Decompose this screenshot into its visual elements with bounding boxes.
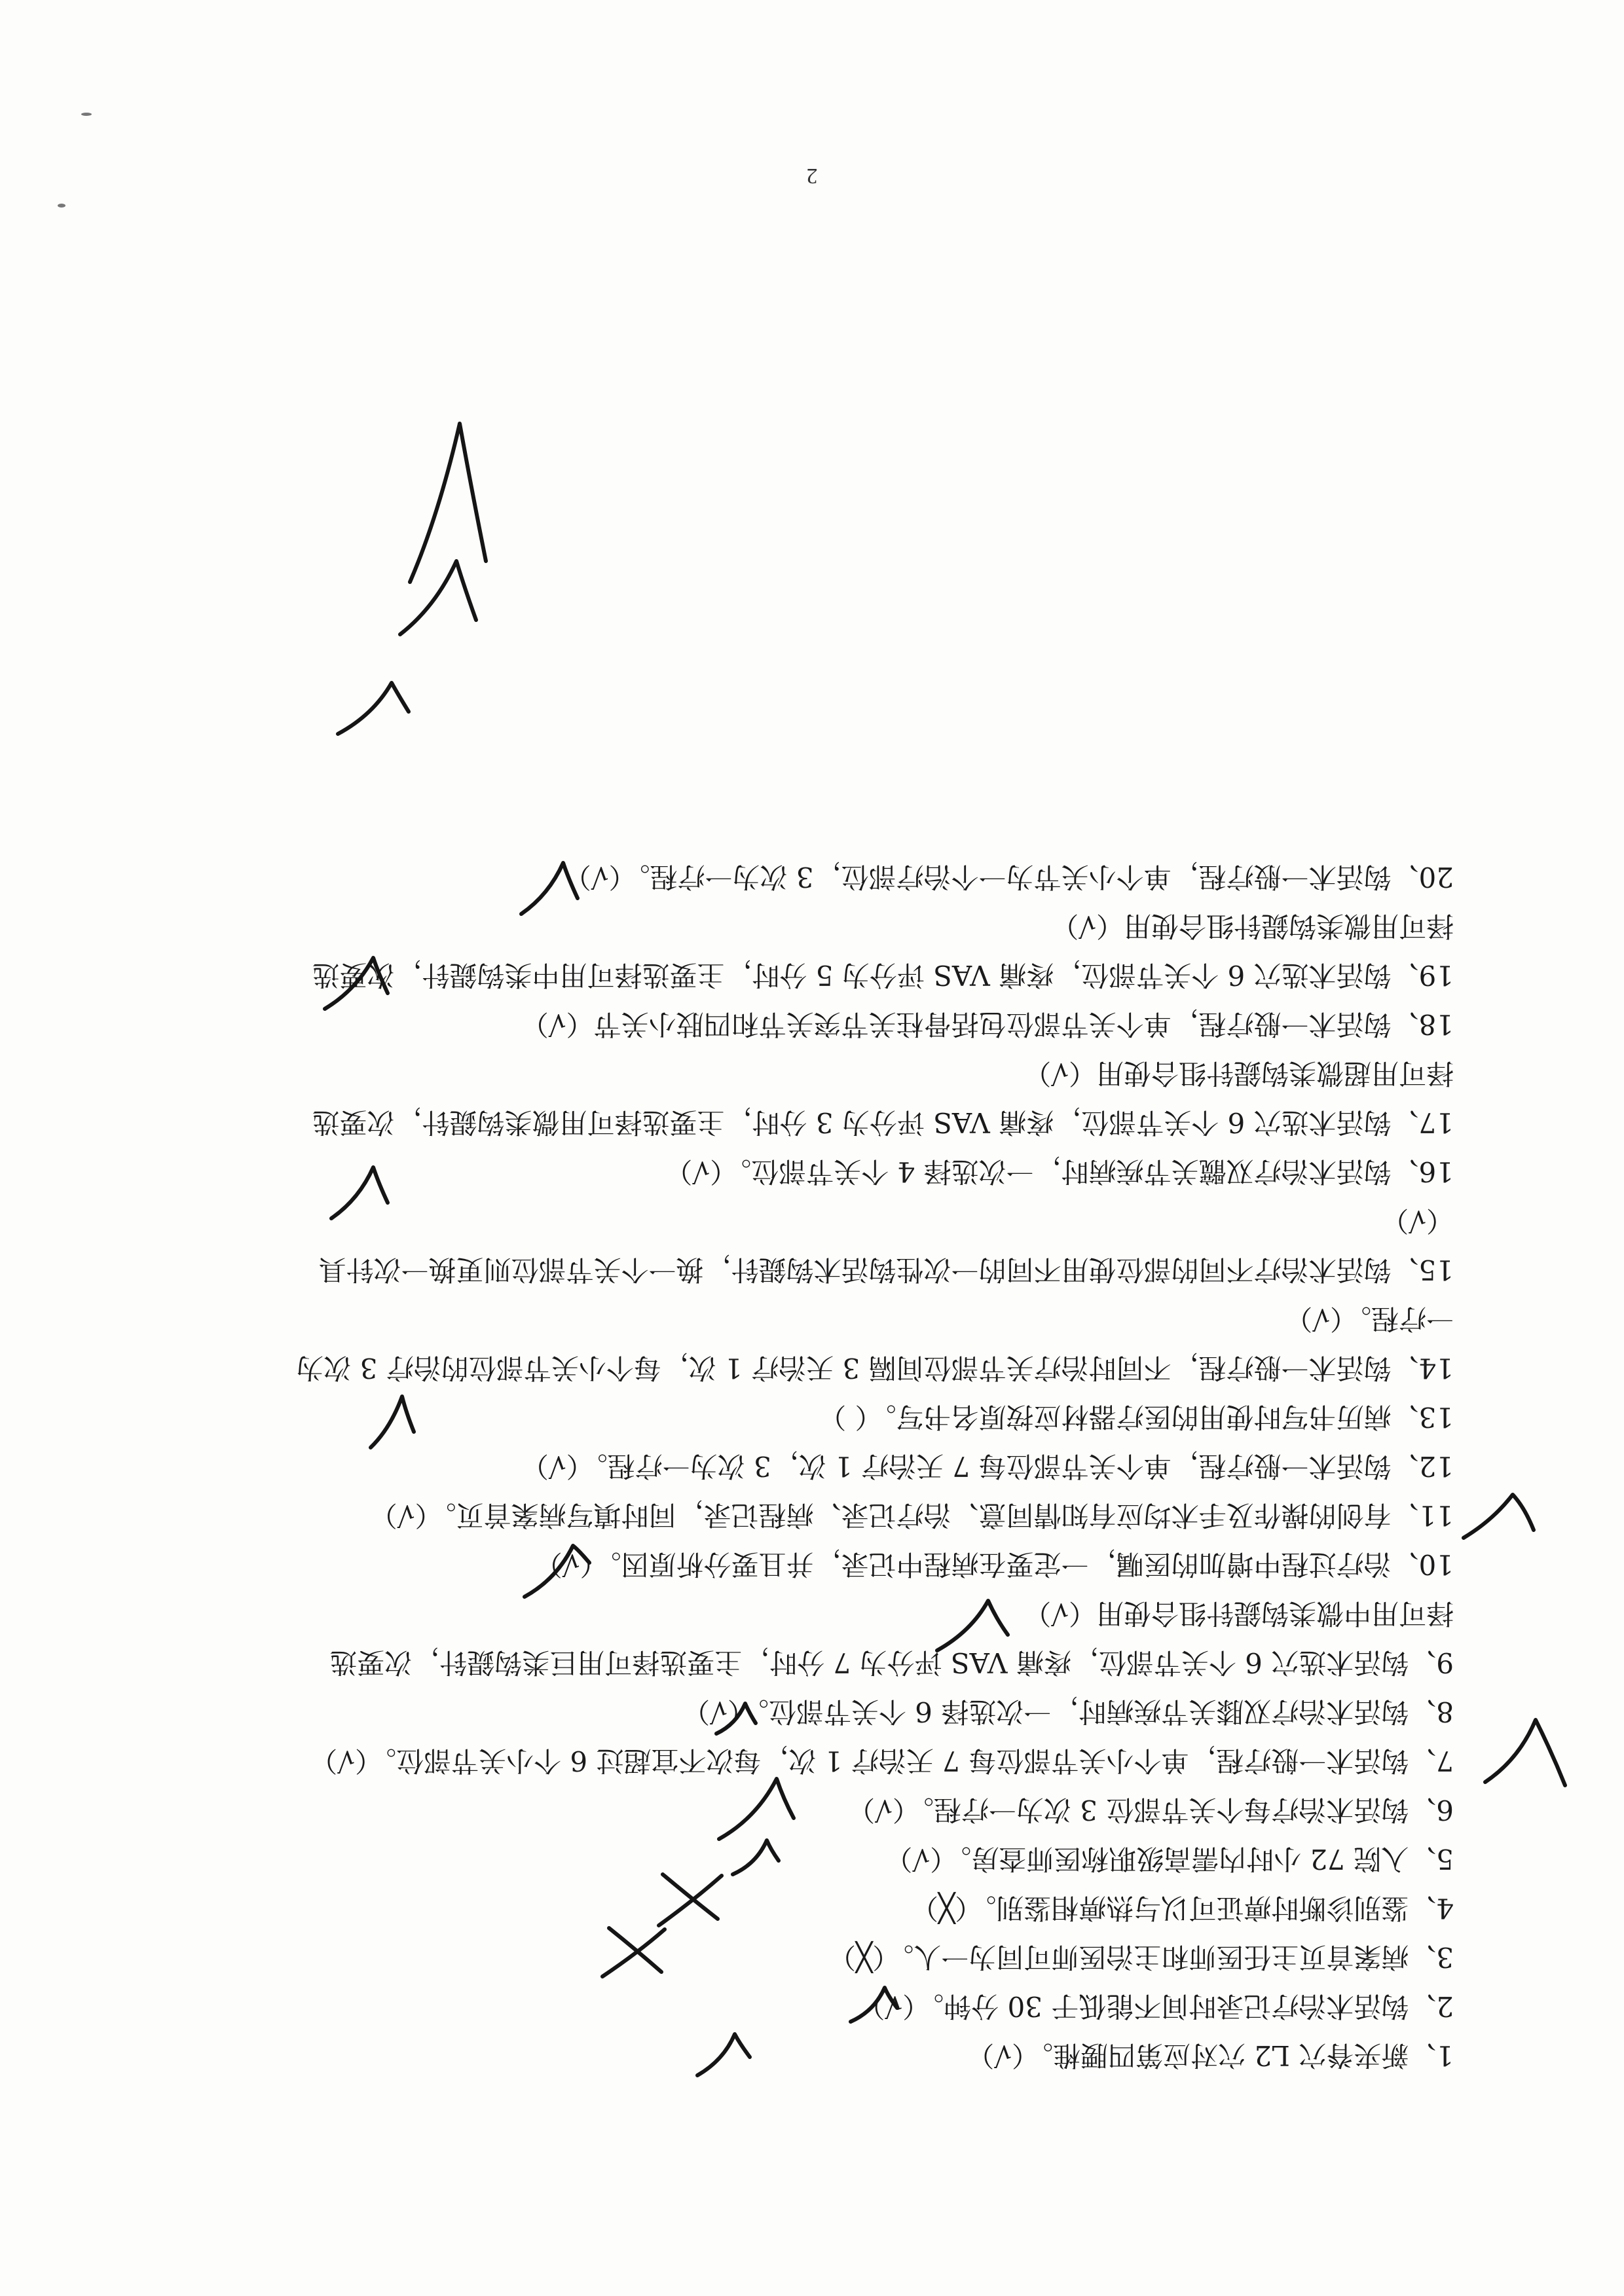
question-number: 14、 — [1391, 1352, 1454, 1384]
question-text: 新夹脊穴 L2 穴对应第四腰椎。（√） — [967, 2039, 1409, 2071]
question-text: 钩活术治疗每个关节部位 3 次为一疗程。（√） — [847, 1794, 1409, 1826]
question-number: 8、 — [1409, 1696, 1454, 1728]
question-text: 钩活术选穴 6 个关节部位，疼痛 VAS 评分为 5 分时，主要选择可用中类钩鍉针，次要选 — [312, 959, 1392, 991]
question-text: 钩活术一般疗程，单个小关节部位每 7 天治疗 1 次，每次不宜超过 6 个小关节部位。（√） — [310, 1745, 1409, 1777]
question-number: 11、 — [1391, 1499, 1454, 1531]
handwritten-check-icon — [1480, 1713, 1572, 1792]
question-item — [144, 1982, 1454, 2031]
question-item — [144, 2031, 1454, 2080]
question-number: 1、 — [1409, 2039, 1454, 2071]
question-item — [144, 1933, 1454, 1982]
question-item — [144, 1196, 1454, 1294]
question-text: 鉴别诊断时痹证可以与热痹相鉴别。（╳） — [910, 1892, 1409, 1924]
question-item — [144, 1785, 1454, 1834]
question-text: 钩活术选穴 6 个关节部位，疼痛 VAS 评分为 7 分时，主要选择可用巨类钩鍉针，次要选 — [329, 1647, 1409, 1679]
question-item — [144, 1540, 1454, 1589]
question-item — [144, 1442, 1454, 1491]
question-text: 入院 72 小时内需高级职称医师查房。（√） — [885, 1843, 1409, 1875]
handwritten-check-icon — [1460, 1491, 1539, 1543]
question-item — [144, 1294, 1454, 1393]
question-text-continued: 择可用微类钩鍉针组合使用（√） — [1051, 910, 1454, 942]
question-text: 病历书写时使用的医疗器材应按原名书写。（ ） — [819, 1401, 1392, 1433]
question-text: 钩活术一般疗程，单个小关节为一个治疗部位，3 次为一疗程。（√） — [563, 861, 1392, 893]
question-number: 16、 — [1391, 1156, 1454, 1188]
question-number: 13、 — [1391, 1401, 1454, 1433]
question-number: 18、 — [1391, 1008, 1454, 1040]
question-item — [144, 902, 1454, 1000]
question-number: 5、 — [1409, 1843, 1454, 1875]
question-text: 钩活术一般疗程，单个关节部位每 7 天治疗 1 次，3 次为一疗程。（√） — [521, 1450, 1392, 1482]
handwritten-check-icon — [406, 417, 491, 587]
question-text-continued: 一疗程。（√） — [1285, 1303, 1454, 1335]
question-text: 治疗过程中增加的医嘱，一定要在病程中记录，并且要分析原因。（√） — [534, 1548, 1392, 1580]
question-item — [144, 1000, 1454, 1049]
scan-speck — [81, 113, 92, 116]
question-text-continued: 择可用中微类钩鍉针组合使用（√） — [1024, 1597, 1454, 1630]
question-item — [144, 1687, 1454, 1736]
question-text: 钩活术一般疗程，单个关节部位包括骨柱关节突关节和四肢小关节（√） — [521, 1008, 1392, 1040]
question-item — [144, 1736, 1454, 1785]
question-number: 19、 — [1391, 959, 1454, 991]
question-number: 12、 — [1391, 1450, 1454, 1482]
question-number: 4、 — [1409, 1892, 1454, 1924]
question-text: 钩活术治疗记录时间不能低于 30 分钟。（√） — [857, 1990, 1409, 2022]
question-number: 15、 — [1391, 1254, 1454, 1286]
handwritten-check-icon — [396, 555, 481, 640]
question-item — [144, 1834, 1454, 1884]
question-number: 7、 — [1409, 1745, 1454, 1777]
true-false-question-list — [144, 852, 1454, 2080]
handwritten-check-icon — [334, 679, 413, 738]
question-number: 3、 — [1409, 1941, 1454, 1973]
question-text: 钩活术治疗双髋关节疾病时，一次选择 4 个关节部位。（√） — [665, 1156, 1392, 1188]
question-text: 钩活术治疗双膝关节疾病时，一次选择 6 个关节部位。（√） — [682, 1696, 1409, 1728]
question-number: 2、 — [1409, 1990, 1454, 2022]
question-number: 20、 — [1391, 861, 1454, 893]
question-number: 6、 — [1409, 1794, 1454, 1826]
question-item — [144, 1491, 1454, 1540]
question-text: 钩活术选穴 6 个关节部位，疼痛 VAS 评分为 3 分时，主要选择可用微类钩鍉针，次要选 — [312, 1106, 1392, 1139]
question-text: 有创的操作及手术均应有知情同意、治疗记录、病程记录，同时填写病案首页。（√） — [369, 1499, 1392, 1531]
question-text: 钩活术一般疗程，不同时治疗关节部位间隔 3 天治疗 1 次，每个小关节部位的治疗 3 次为 — [296, 1352, 1392, 1384]
question-text-continued: 择可用超微类钩鍉针组合使用（√） — [1024, 1057, 1454, 1089]
question-text: 钩活术治疗不同的部位使用不同的一次性钩活术钩鍉针，换一个关节部位则更换一次针具 — [318, 1254, 1392, 1286]
question-text-continued: （√） — [1381, 1205, 1454, 1237]
question-item — [144, 1049, 1454, 1147]
question-item — [144, 1884, 1454, 1933]
question-text: 病案首页主任医师和主治医师可同为一人。（╳） — [828, 1941, 1409, 1973]
question-item — [144, 1393, 1454, 1442]
question-number: 10、 — [1391, 1548, 1454, 1580]
page-number: 2 — [806, 164, 818, 188]
question-item — [144, 852, 1454, 902]
scan-speck — [58, 204, 65, 208]
question-number: 17、 — [1391, 1106, 1454, 1139]
question-item — [144, 1589, 1454, 1687]
question-number: 9、 — [1409, 1647, 1454, 1679]
question-item — [144, 1147, 1454, 1196]
